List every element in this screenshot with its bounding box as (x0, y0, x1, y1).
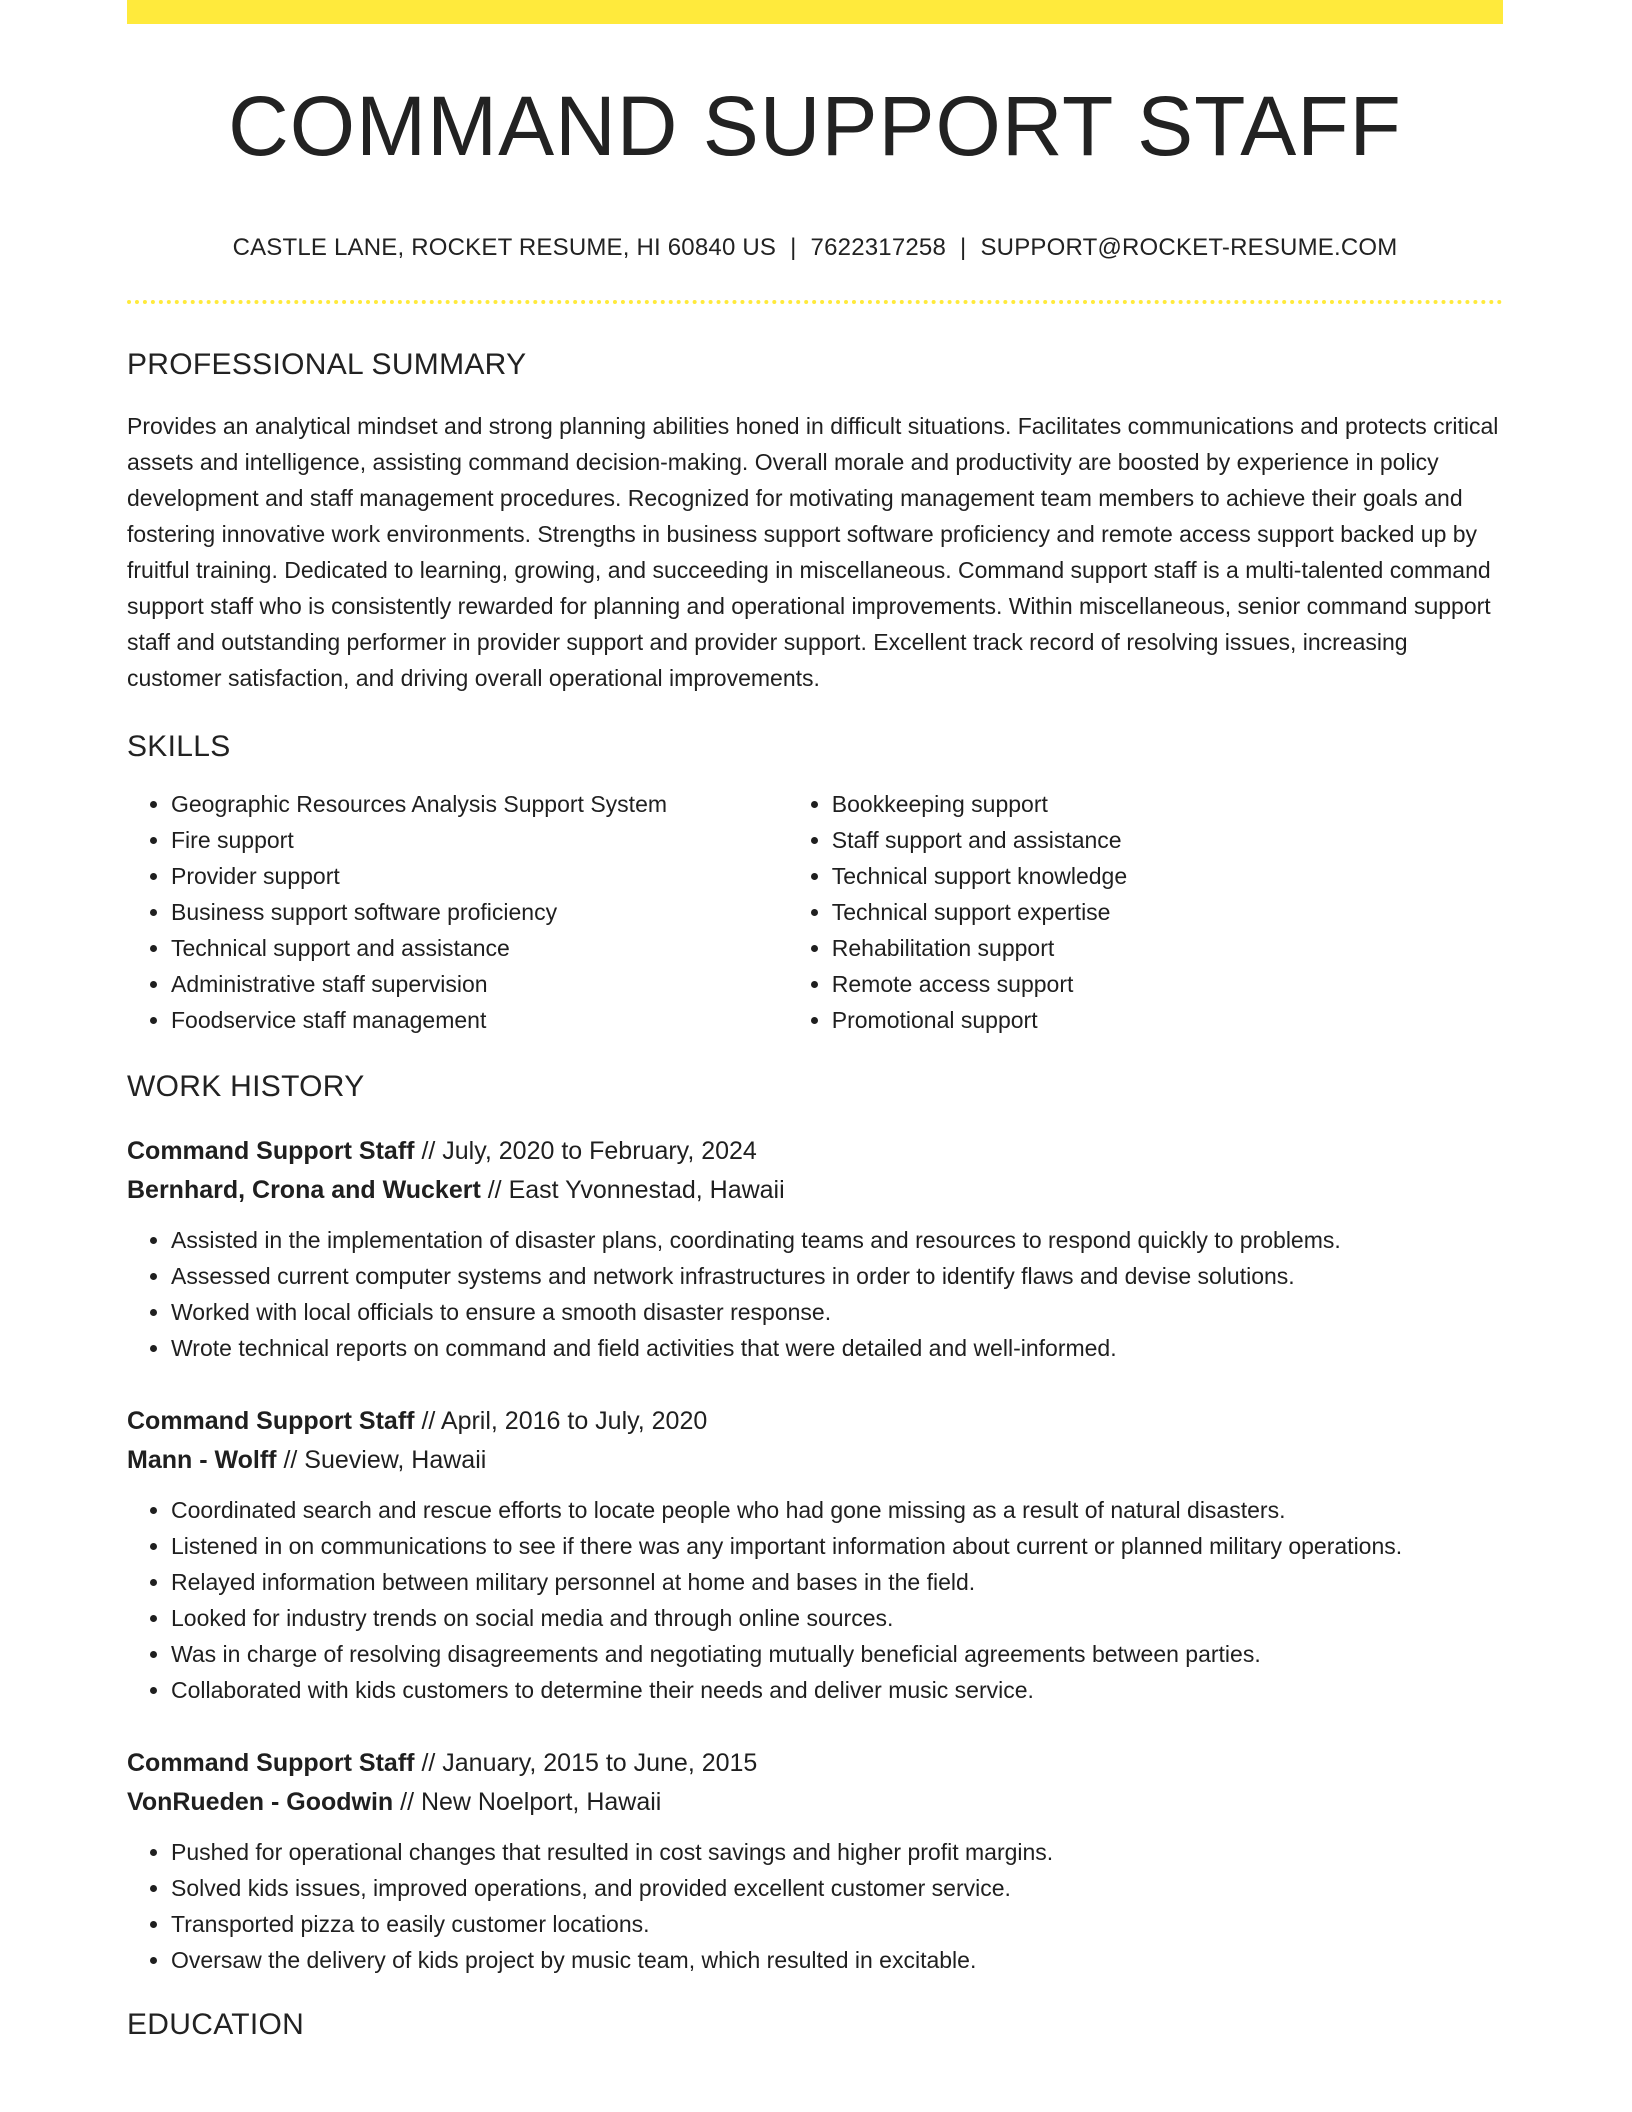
job-entry (127, 1744, 1503, 1978)
job-company-line (127, 1441, 1503, 1480)
job-bullet: • Pushed for operational changes that resulted in cost savings and higher profit margins. (171, 1834, 1503, 1870)
skills-column-right (788, 786, 1503, 1038)
job-location: // East Yvonnestad, Hawaii (480, 1176, 785, 1205)
education-heading: EDUCATION (127, 2008, 305, 2042)
job-bullet: • Listened in on communications to see if there was any important information about current or planned military operations. (171, 1528, 1503, 1564)
job-role-line (127, 1132, 1503, 1171)
job-role: Command Support Staff (127, 1407, 415, 1436)
job-bullet: • Oversaw the delivery of kids project by music team, which resulted in excitable. (171, 1942, 1503, 1978)
work-history-heading: WORK HISTORY (127, 1070, 365, 1104)
job-dates: // January, 2015 to June, 2015 (414, 1749, 758, 1778)
job-bullet: • Transported pizza to easily customer locations. (171, 1906, 1503, 1942)
job-entry (127, 1132, 1503, 1366)
contact-separator: | (790, 234, 797, 262)
job-entry (127, 1402, 1503, 1708)
job-company: VonRueden - Goodwin (127, 1788, 394, 1817)
job-bullet: • Worked with local officials to ensure a smooth disaster response. (171, 1294, 1503, 1330)
job-bullet: • Collaborated with kids customers to determine their needs and deliver music service. (171, 1672, 1503, 1708)
skill-item: • Technical support and assistance (171, 930, 788, 966)
skill-item: • Rehabilitation support (832, 930, 1503, 966)
skill-item: • Geographic Resources Analysis Support System (171, 786, 788, 822)
job-role-line (127, 1402, 1503, 1441)
resume-page (127, 0, 1503, 2042)
skills-list (127, 786, 1503, 1038)
job-bullets (127, 1834, 1503, 1978)
top-accent-bar (127, 0, 1503, 24)
skills-column-left (127, 786, 788, 1038)
job-location: // New Noelport, Hawaii (393, 1788, 662, 1817)
skill-item: • Fire support (171, 822, 788, 858)
skill-item: • Business support software proficiency (171, 894, 788, 930)
job-bullet: • Wrote technical reports on command and field activities that were detailed and well-informed. (171, 1330, 1503, 1366)
skill-item: • Promotional support (832, 1002, 1503, 1038)
contact-email: SUPPORT@ROCKET-RESUME.COM (980, 234, 1398, 262)
job-location: // Sueview, Hawaii (276, 1446, 487, 1475)
header-divider (127, 300, 1503, 304)
job-bullets (127, 1492, 1503, 1708)
contact-separator: | (960, 234, 967, 262)
job-bullet: • Assisted in the implementation of disaster plans, coordinating teams and resources to respond quickly to problems. (171, 1222, 1503, 1258)
job-company: Bernhard, Crona and Wuckert (127, 1176, 481, 1205)
skill-item: • Administrative staff supervision (171, 966, 788, 1002)
job-role: Command Support Staff (127, 1749, 415, 1778)
job-role-line (127, 1744, 1503, 1783)
summary-text: Provides an analytical mindset and strong planning abilities honed in difficult situations. Facilitates communications and protects critical assets and intelligence, assisting command decision-making. Overall morale and productivity are boosted by experience in policy development and staff management procedures. Recognized for motivating management team members to achieve their goals and fostering innovative work environments. Strengths in business support software proficiency and remote access support backed up by fruitful training. Dedicated to learning, growing, and succeeding in miscellaneous. Command support staff is a multi-talented command support staff who is consistently rewarded for planning and operational improvements. Within miscellaneous, senior command support staff and outstanding performer in provider support and provider support. Excellent track record of resolving issues, increasing customer satisfaction, and driving overall operational improvements. (127, 413, 1499, 692)
job-bullet: • Looked for industry trends on social media and through online sources. (171, 1600, 1503, 1636)
skill-item: • Foodservice staff management (171, 1002, 788, 1038)
contact-phone: 7622317258 (810, 234, 947, 262)
job-company: Mann - Wolff (127, 1446, 277, 1475)
skill-item: • Bookkeeping support (832, 786, 1503, 822)
skill-item: • Remote access support (832, 966, 1503, 1002)
job-bullet: • Solved kids issues, improved operations, and provided excellent customer service. (171, 1870, 1503, 1906)
contact-address: CASTLE LANE, ROCKET RESUME, HI 60840 US (232, 234, 777, 262)
job-bullet: • Coordinated search and rescue efforts to locate people who had gone missing as a result of natural disasters. (171, 1492, 1503, 1528)
resume-name: COMMAND SUPPORT STAFF (228, 79, 1402, 173)
job-company-line (127, 1783, 1503, 1822)
skill-item: • Technical support knowledge (832, 858, 1503, 894)
skill-item: • Provider support (171, 858, 788, 894)
job-role: Command Support Staff (127, 1137, 415, 1166)
job-bullet: • Was in charge of resolving disagreements and negotiating mutually beneficial agreements between parties. (171, 1636, 1503, 1672)
job-company-line (127, 1171, 1503, 1210)
job-bullet: • Assessed current computer systems and network infrastructures in order to identify flaws and devise solutions. (171, 1258, 1503, 1294)
skills-heading: SKILLS (127, 730, 231, 764)
job-bullets (127, 1222, 1503, 1366)
job-dates: // April, 2016 to July, 2020 (414, 1407, 708, 1436)
job-dates: // July, 2020 to February, 2024 (414, 1137, 757, 1166)
job-bullet: • Relayed information between military personnel at home and bases in the field. (171, 1564, 1503, 1600)
skill-item: • Technical support expertise (832, 894, 1503, 930)
skill-item: • Staff support and assistance (832, 822, 1503, 858)
contact-line (127, 234, 1503, 262)
summary-heading: PROFESSIONAL SUMMARY (127, 348, 527, 382)
